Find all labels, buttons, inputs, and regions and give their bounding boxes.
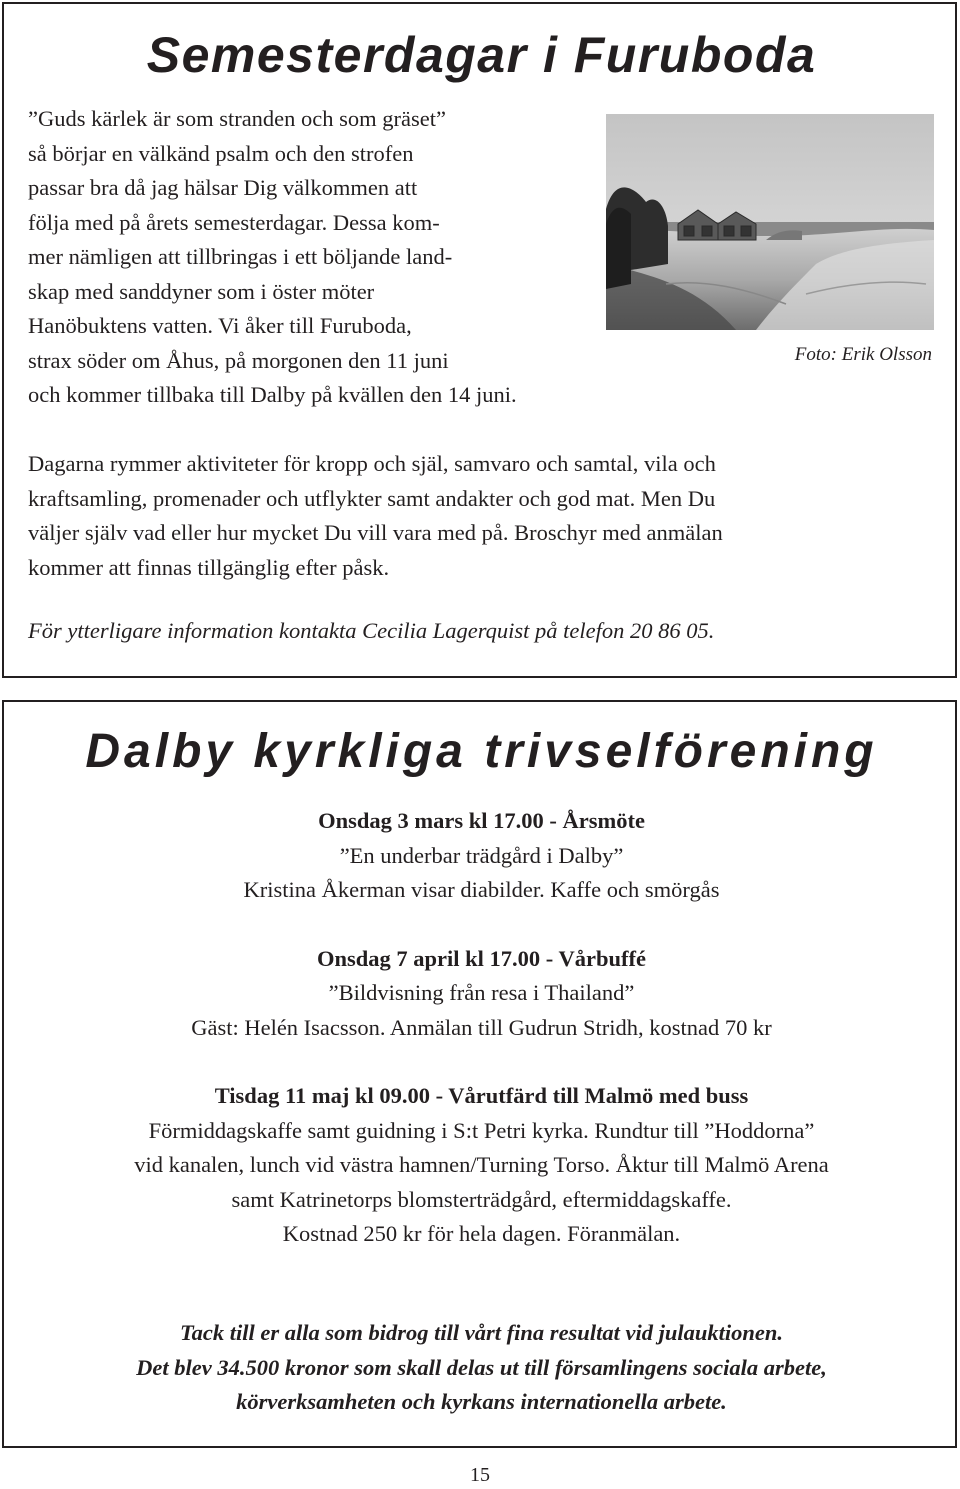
event-line: ”Bildvisning från resa i Thailand” <box>328 980 635 1005</box>
paragraph-line: kraftsamling, promenader och utflykter samt andakter och god mat. Men Du <box>28 485 716 511</box>
furuboda-paragraph <box>28 447 933 585</box>
contact-info: För ytterligare information kontakta Cecilia Lagerquist på telefon 20 86 05. <box>28 618 715 643</box>
intro-line: ”Guds kärlek är som stranden och som gräset” <box>28 106 446 131</box>
page-number: 15 <box>470 1464 490 1486</box>
intro-line: skap med sanddyner som i öster möter <box>28 278 375 304</box>
paragraph-line: väljer själv vad eller hur mycket Du vill vara med på. Broschyr med anmälan <box>28 520 723 545</box>
paragraph-line: kommer att finnas tillgänglig efter påsk. <box>28 554 390 580</box>
thanks-line: körverksamheten och kyrkans internationella arbete. <box>236 1389 727 1414</box>
event-line: samt Katrinetorps blomsterträdgård, eftermiddagskaffe. <box>231 1186 732 1212</box>
event-line: Kostnad 250 kr för hela dagen. Föranmälan. <box>282 1221 681 1246</box>
furuboda-intro <box>28 102 678 413</box>
intro-line: och kommer tillbaka till Dalby på kvällen den 14 juni. <box>28 382 517 407</box>
intro-line: passar bra då jag hälsar Dig välkommen att <box>28 175 418 200</box>
event-heading: Tisdag 11 maj kl 09.00 - Vårutfärd till Malmö med buss <box>214 1083 749 1108</box>
photo-credit: Foto: Erik Olsson <box>794 344 932 365</box>
thanks-note <box>4 1316 959 1420</box>
beach-photo <box>606 114 934 330</box>
intro-line: strax söder om Åhus, på morgonen den 11 juni <box>28 347 449 373</box>
thanks-line: Det blev 34.500 kronor som skall delas ut till församlingens sociala arbete, <box>136 1354 827 1380</box>
event-heading: Onsdag 7 april kl 17.00 - Vårbuffé <box>317 945 646 971</box>
event-list <box>4 804 959 1252</box>
event-line: Förmiddagskaffe samt guidning i S:t Petri kyrka. Rundtur till ”Hoddorna” <box>148 1117 815 1143</box>
event-line: Gäst: Helén Isacsson. Anmälan till Gudrun Stridh, kostnad 70 kr <box>191 1014 772 1040</box>
event-line: Kristina Åkerman visar diabilder. Kaffe och smörgås <box>243 877 720 902</box>
furuboda-title: Semesterdagar i Furuboda <box>146 27 817 83</box>
thanks-line: Tack till er alla som bidrog till vårt fina resultat vid julauktionen. <box>180 1320 783 1345</box>
trivsel-section <box>2 700 957 1448</box>
intro-line: Hanöbuktens vatten. Vi åker till Furuboda, <box>28 313 412 338</box>
event-line: ”En underbar trädgård i Dalby” <box>339 842 624 868</box>
intro-line: så börjar en välkänd psalm och den strofen <box>28 140 414 166</box>
paragraph-line: Dagarna rymmer aktiviteter för kropp och själ, samvaro och samtal, vila och <box>28 451 716 476</box>
intro-line: följa med på årets semesterdagar. Dessa kom- <box>28 209 440 235</box>
event-heading: Onsdag 3 mars kl 17.00 - Årsmöte <box>318 808 645 833</box>
trivsel-title: Dalby kyrkliga trivselförening <box>85 725 878 778</box>
furuboda-section <box>2 2 957 678</box>
event-line: vid kanalen, lunch vid västra hamnen/Turning Torso. Åktur till Malmö Arena <box>134 1152 829 1177</box>
intro-line: mer nämligen att tillbringas i ett böljande land- <box>28 244 453 269</box>
